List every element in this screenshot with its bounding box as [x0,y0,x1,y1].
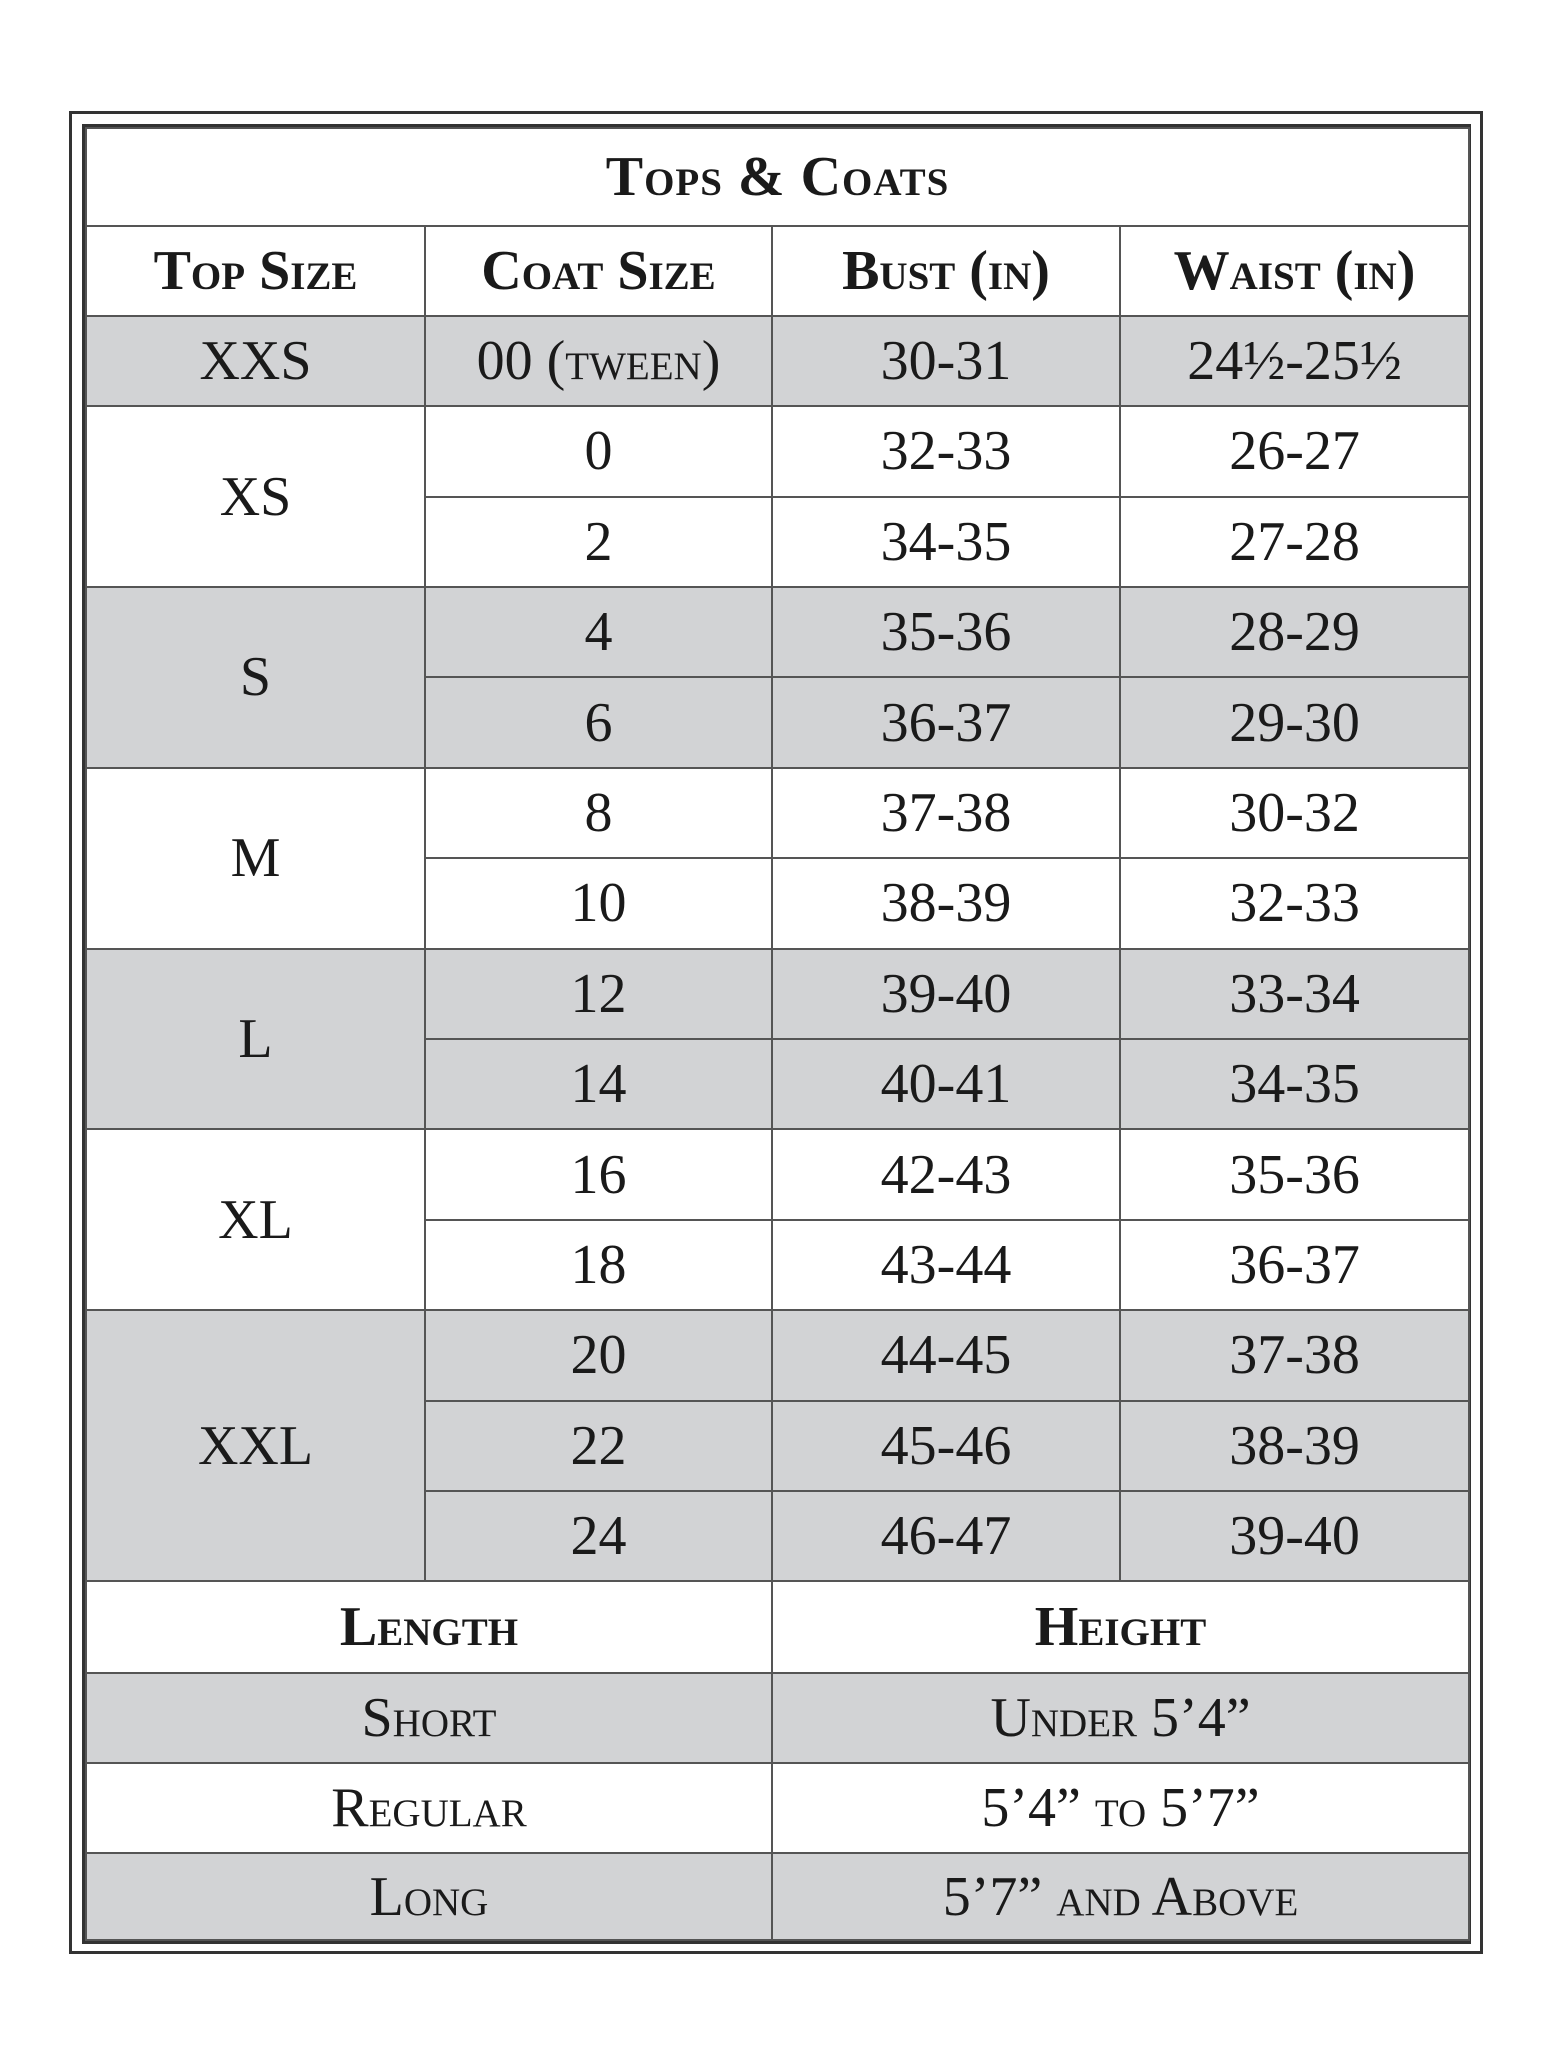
coat-size-cell: 10 [425,858,772,948]
table-row [86,1129,1469,1219]
header-height: Height [772,1581,1469,1672]
waist-cell: 24½-25½ [1120,316,1469,406]
waist-cell: 27-28 [1120,497,1469,587]
coat-size-cell: 2 [425,497,772,587]
waist-cell: 37-38 [1120,1310,1469,1400]
waist-cell: 39-40 [1120,1491,1469,1581]
bust-cell: 46-47 [772,1491,1120,1581]
coat-size-cell: 12 [425,949,772,1039]
header-coat-size: Coat Size [425,226,772,315]
waist-cell: 29-30 [1120,677,1469,767]
top-size-cell: XS [86,406,425,587]
coat-size-cell: 00 (tween) [425,316,772,406]
waist-cell: 32-33 [1120,858,1469,948]
bust-cell: 43-44 [772,1220,1120,1310]
length-cell: Long [86,1853,772,1940]
bust-cell: 38-39 [772,858,1120,948]
waist-cell: 36-37 [1120,1220,1469,1310]
waist-cell: 26-27 [1120,406,1469,496]
coat-size-cell: 8 [425,768,772,858]
top-size-cell: XXL [86,1310,425,1581]
coat-size-cell: 4 [425,587,772,677]
coat-size-cell: 24 [425,1491,772,1581]
top-size-cell: M [86,768,425,949]
bust-cell: 30-31 [772,316,1120,406]
coat-size-cell: 0 [425,406,772,496]
bust-cell: 42-43 [772,1129,1120,1219]
header-bust: Bust (in) [772,226,1120,315]
table-row [86,587,1469,677]
height-cell: 5’4” to 5’7” [772,1763,1469,1853]
header-length: Length [86,1581,772,1672]
coat-size-cell: 20 [425,1310,772,1400]
coat-size-cell: 22 [425,1401,772,1491]
bust-cell: 45-46 [772,1401,1120,1491]
bust-cell: 44-45 [772,1310,1120,1400]
top-size-cell: S [86,587,425,768]
table-row [86,1673,1469,1763]
bust-cell: 36-37 [772,677,1120,767]
table-row [86,316,1469,406]
coat-size-cell: 18 [425,1220,772,1310]
height-cell: Under 5’4” [772,1673,1469,1763]
waist-cell: 33-34 [1120,949,1469,1039]
coat-size-cell: 16 [425,1129,772,1219]
chart-title: Tops & Coats [86,128,1469,226]
coat-size-cell: 14 [425,1039,772,1129]
header-top-size: Top Size [86,226,425,315]
header-waist: Waist (in) [1120,226,1469,315]
waist-cell: 38-39 [1120,1401,1469,1491]
table-row [86,1763,1469,1853]
waist-cell: 28-29 [1120,587,1469,677]
height-cell: 5’7” and Above [772,1853,1469,1940]
size-chart-table [85,127,1470,1941]
table-row [86,949,1469,1039]
length-cell: Regular [86,1763,772,1853]
bust-cell: 40-41 [772,1039,1120,1129]
top-size-cell: XXS [86,316,425,406]
bust-cell: 32-33 [772,406,1120,496]
table-row [86,1853,1469,1940]
top-size-cell: XL [86,1129,425,1310]
length-cell: Short [86,1673,772,1763]
table-row [86,406,1469,496]
waist-cell: 34-35 [1120,1039,1469,1129]
bust-cell: 37-38 [772,768,1120,858]
bust-cell: 39-40 [772,949,1120,1039]
bust-cell: 35-36 [772,587,1120,677]
table-row [86,768,1469,858]
waist-cell: 30-32 [1120,768,1469,858]
top-size-cell: L [86,949,425,1130]
waist-cell: 35-36 [1120,1129,1469,1219]
bust-cell: 34-35 [772,497,1120,587]
table-row [86,1310,1469,1400]
coat-size-cell: 6 [425,677,772,767]
